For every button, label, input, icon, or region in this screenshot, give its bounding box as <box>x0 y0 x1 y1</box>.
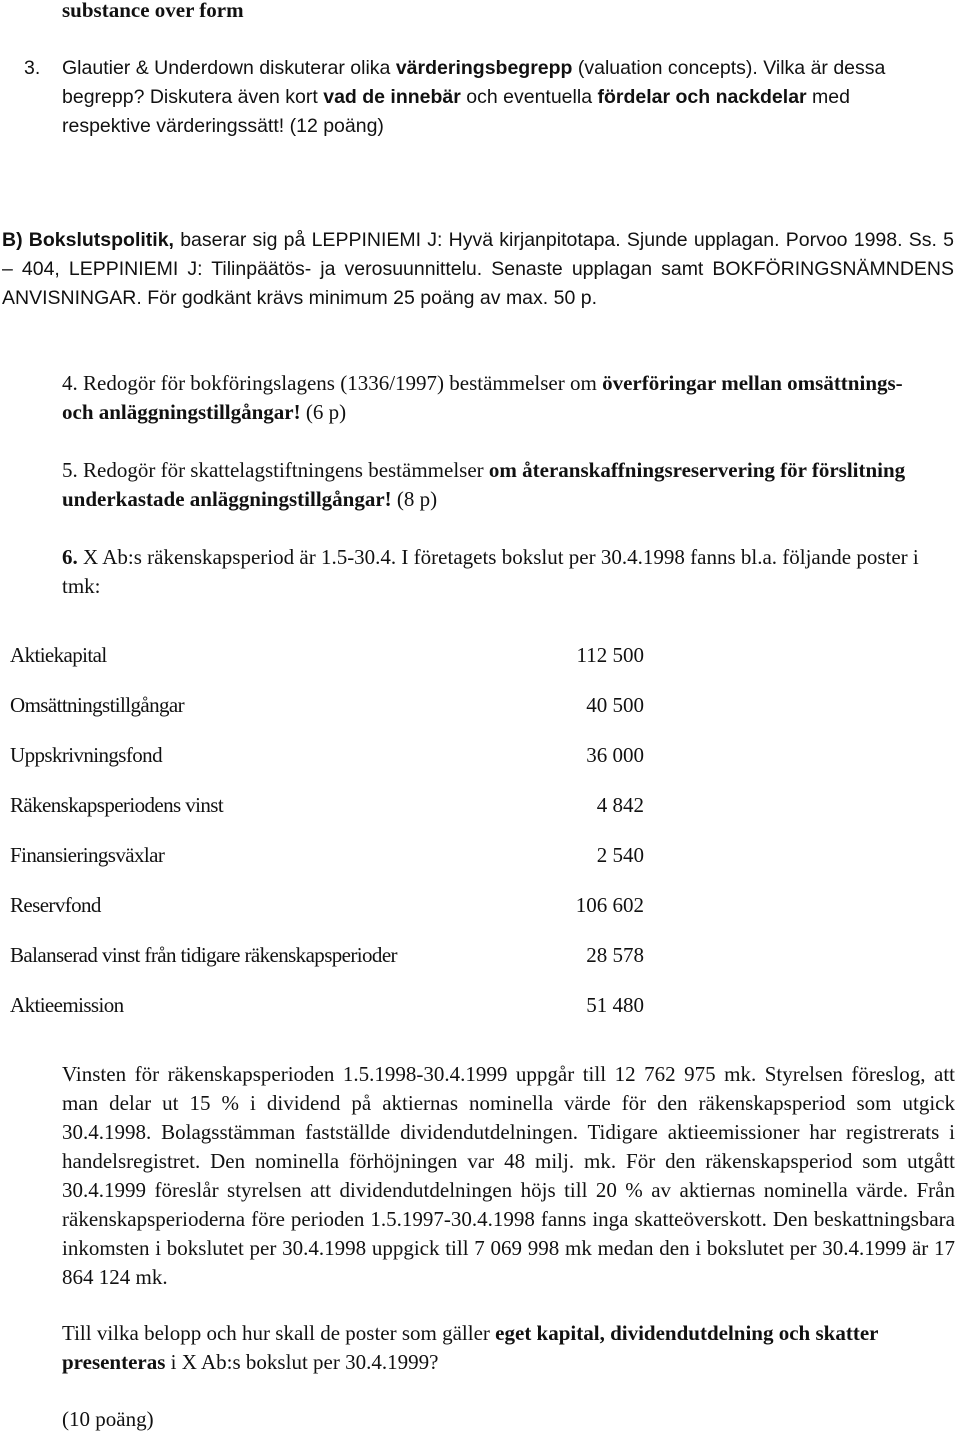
item-value: 28 578 <box>586 943 644 967</box>
item-value: 106 602 <box>575 893 644 917</box>
question-3-number: 3. <box>24 57 41 79</box>
item-value: 2 540 <box>596 843 644 867</box>
list-item <box>10 691 644 720</box>
list-item <box>10 841 644 870</box>
item-label: Aktieemission <box>10 993 124 1017</box>
points-label: (10 poäng) <box>62 1407 154 1431</box>
item-label: Omsättningstillgångar <box>10 693 185 717</box>
list-item <box>10 891 644 920</box>
list-item <box>10 991 644 1020</box>
question-6-intro: 6. X Ab:s räkenskapsperiod är 1.5-30.4. I företagets bokslut per 30.4.1998 fanns bl.a. följande poster i tmk: <box>62 545 919 598</box>
item-label: Uppskrivningsfond <box>10 743 162 767</box>
item-label: Räkenskapsperiodens vinst <box>10 793 224 817</box>
list-item <box>10 941 644 970</box>
question-6-prompt: Till vilka belopp och hur skall de poster som gäller eget kapital, dividendutdelning och skatter presenteras i X Ab:s bokslut per 30.4.1999? <box>62 1321 879 1374</box>
item-label: Aktiekapital <box>10 643 107 667</box>
list-item <box>10 641 644 670</box>
question-4-text: 4. Redogör för bokföringslagens (1336/1997) bestämmelser om överföringar mellan omsättnings- och anläggningstillgångar! (6 p) <box>62 371 903 424</box>
list-item <box>10 791 644 820</box>
list-item <box>10 741 644 770</box>
item-label: Balanserad vinst från tidigare räkenskapsperioder <box>10 943 397 967</box>
question-3-text: Glautier & Underdown diskuterar olika värderingsbegrepp (valuation concepts). Vilka är dessa begrepp? Diskutera även kort vad de innebär och eventuella fördelar och nackdelar med respektive värderingssätt! (12 poäng) <box>62 57 886 137</box>
section-heading: substance over form <box>62 0 244 22</box>
item-label: Reservfond <box>10 893 101 917</box>
item-value: 112 500 <box>576 643 644 667</box>
item-value: 40 500 <box>586 693 644 717</box>
question-6-body: Vinsten för räkenskapsperioden 1.5.1998-30.4.1999 uppgår till 12 762 975 mk. Styrelsen föreslog, att man delar ut 15 % i dividend på aktiernas nominella värde för den räkenskapsperiod som utgick 30.4.1998. Bolagsstämman fastställde dividendutdelningen. Tidigare aktieemissioner har registrerats i handelsregistret. Den nominella förhöjningen var 48 milj. mk. För den räkenskapsperiod som utgått 30.4.1999 föreslår styrelsen att dividendutdelningen höjs till 20 % av aktiernas nominella värde. Från räkenskapsperioderna före perioden 1.5.1997-30.4.1998 fanns inga skatteöverskott. Den beskattningsbara inkomsten i bokslutet per 30.4.1998 uppgick till 7 069 998 mk medan den i bokslutet per 30.4.1999 är 17 864 124 mk. <box>62 1062 955 1289</box>
question-5-text: 5. Redogör för skattelagstiftningens bestämmelser om återanskaffningsreservering för förslitning underkastade anläggningstillgångar! (8 p) <box>62 458 906 511</box>
section-b-intro: B) Bokslutspolitik, baserar sig på LEPPINIEMI J: Hyvä kirjanpitotapa. Sjunde upplagan. Porvoo 1998. Ss. 5 – 404, LEPPINIEMI J: Tilinpäätös- ja verosuunnittelu. Senaste upplagan samt BOKFÖRINGSNÄMNDENS ANVISNINGAR. För godkänt krävs minimum 25 poäng av max. 50 p. <box>2 229 954 309</box>
item-value: 51 480 <box>586 993 644 1017</box>
item-label: Finansieringsväxlar <box>10 843 165 867</box>
item-value: 4 842 <box>596 793 644 817</box>
item-value: 36 000 <box>586 743 644 767</box>
